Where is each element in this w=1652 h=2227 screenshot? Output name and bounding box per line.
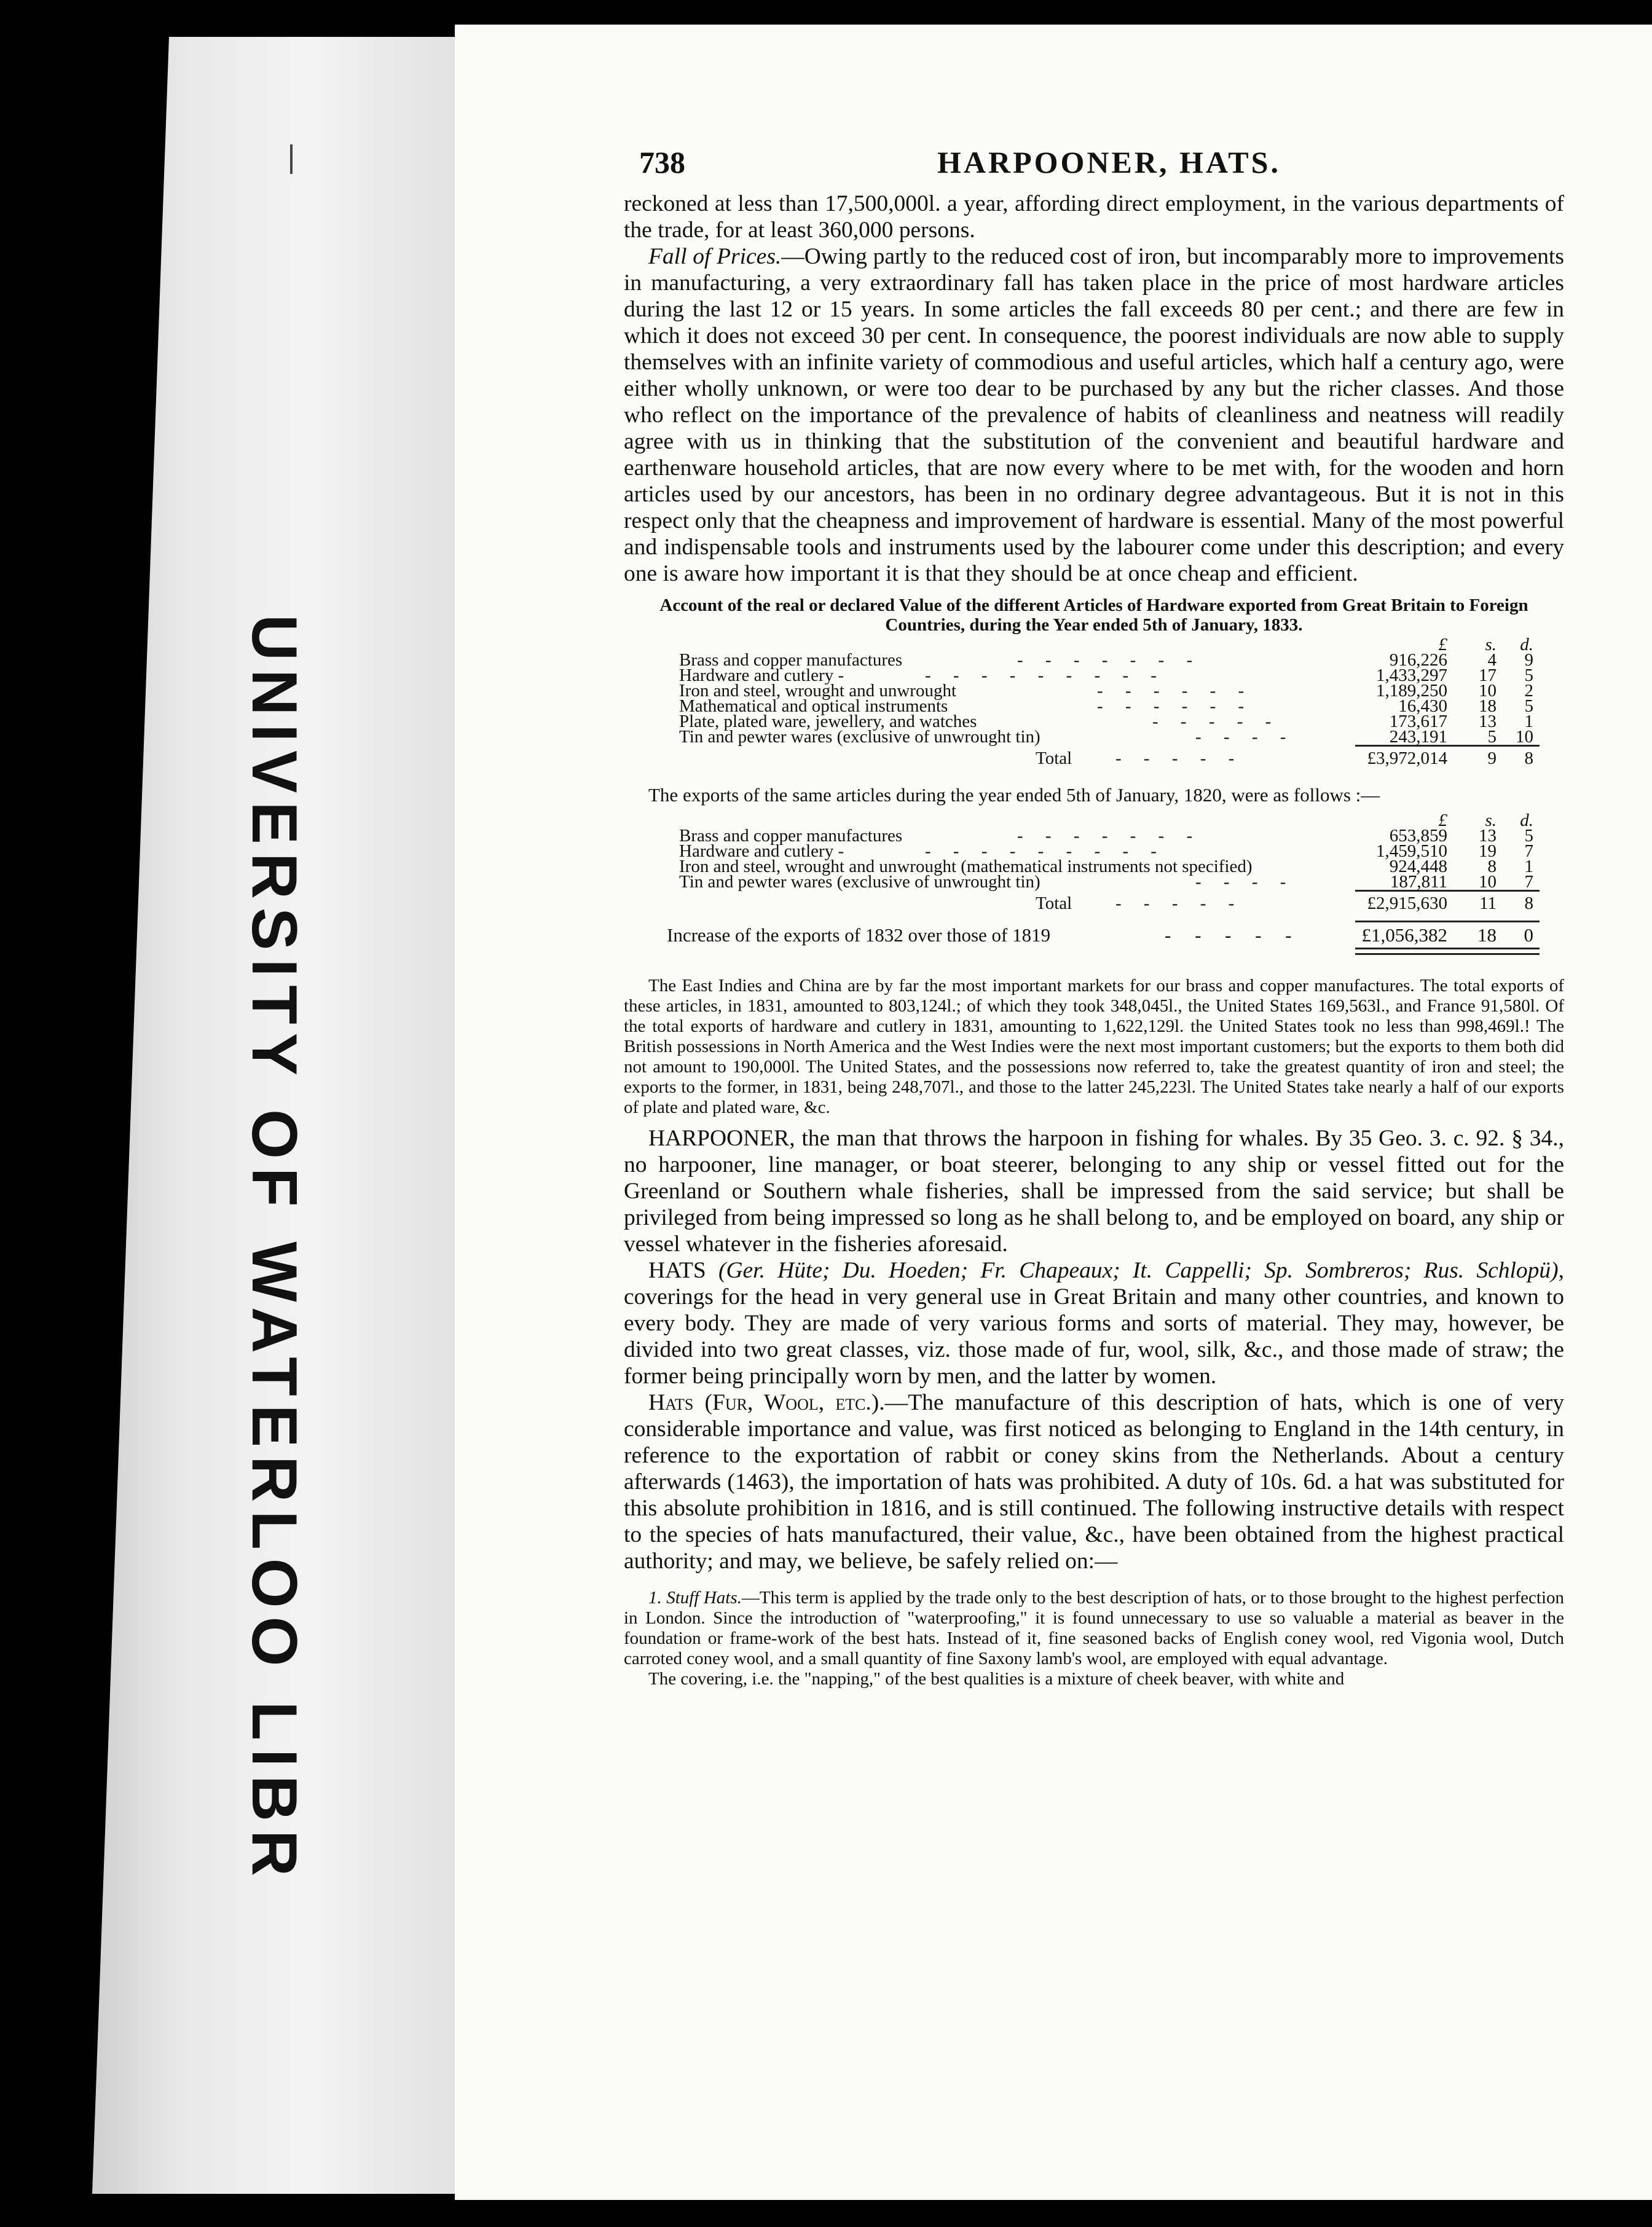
total-rule <box>1355 890 1540 892</box>
table-row <box>667 826 1558 846</box>
increase-shillings: 18 <box>1477 924 1497 946</box>
row-amount: 173,617 <box>1389 712 1447 731</box>
table-row <box>667 841 1558 861</box>
leader-dots: - - - - - - <box>1097 681 1245 701</box>
table-row <box>667 712 1558 731</box>
row-amount: 1,433,297 <box>1376 666 1447 685</box>
row-shillings: 8 <box>1487 857 1497 876</box>
row-label: Plate, plated ware, jewellery, and watches <box>679 712 977 731</box>
row-label: Hardware and cutlery - <box>679 666 844 685</box>
page-body <box>624 190 1564 1689</box>
row-pence: 5 <box>1524 696 1533 716</box>
col-shillings: s. <box>1485 635 1497 654</box>
col-pence: d. <box>1520 635 1533 654</box>
increase-rule <box>1355 921 1540 922</box>
total-pence: 8 <box>1524 748 1533 768</box>
increase-amount: £1,056,382 <box>1361 924 1447 946</box>
table-row <box>667 857 1558 876</box>
paragraph-hats-fur <box>624 1389 1564 1574</box>
running-title: HARPOONER, HATS. <box>937 145 1281 179</box>
table-row <box>667 650 1558 670</box>
row-amount: 16,430 <box>1398 696 1447 716</box>
leader-dots: - - - - - <box>1115 748 1235 768</box>
double-rule <box>1355 948 1540 955</box>
fall-heading: Fall of Prices. <box>648 244 782 269</box>
row-amount: 916,226 <box>1389 650 1447 670</box>
col-pounds: £ <box>1438 635 1447 654</box>
hats-text: , coverings for the head in very general use in Great Britain and many other countries, and known to every body. They are made of very various forms and sorts of material. They may, however, be divided into two great classes, viz. those made of fur, wool, silk, &c., and those made of straw; the former being principally worn by men, and the latter by women. <box>624 1258 1565 1389</box>
row-pence: 1 <box>1524 857 1533 876</box>
row-label: Brass and copper manufactures <box>679 650 903 670</box>
table-1820 <box>667 811 1558 949</box>
col-shillings: s. <box>1485 811 1497 830</box>
row-amount: 924,448 <box>1389 857 1447 876</box>
row-pence: 5 <box>1524 666 1533 685</box>
row-pence: 1 <box>1524 712 1533 731</box>
table2-header-row <box>667 811 1558 830</box>
row-label: Iron and steel, wrought and unwrought (mathematical instruments not specified) <box>679 857 1253 876</box>
total-label: Total <box>1036 894 1072 913</box>
row-shillings: 5 <box>1487 727 1497 747</box>
row-pence: 2 <box>1524 681 1533 701</box>
row-label: Tin and pewter wares (exclusive of unwrought tin) <box>679 872 1040 892</box>
row-amount: 1,459,510 <box>1376 841 1447 861</box>
row-label: Hardware and cutlery - <box>679 841 844 861</box>
row-amount: 653,859 <box>1389 826 1447 846</box>
total-rule <box>1355 745 1540 747</box>
table-row <box>667 666 1558 685</box>
running-header <box>639 144 1586 187</box>
table1-header-row <box>667 635 1558 654</box>
fall-text: —Owing partly to the reduced cost of iron, but incomparably more to improvements in manufacturing, a very extraordinary fall has taken place in the price of most hardware articles during the last 12 or 15 years. In some articles the fall exceeds 80 per cent.; and there are few in which it does not exceed 30 per cent. In consequence, the poorest individuals are now able to supply themselves with an infinite variety of commodious and useful articles, which half a century ago, were either wholly unknown, or were too dear to be purchased by any but the richer classes. And those who reflect on the importance of the prevalence of habits of cleanliness and neatness will readily agree with us in thinking that the substitution of the convenient and beautiful hardware and earthenware household articles, that are now every where to be met with, for the wooden and horn articles used by our ancestors, has been in no ordinary degree advantageous. But it is not in this respect only that the cheapness and improvement of hardware is essential. Many of the most powerful and indispensable tools and instruments used by the labourer come under this description; and every one is aware how important it is that they should be at once cheap and efficient. <box>624 244 1564 586</box>
col-pounds: £ <box>1438 811 1447 830</box>
increase-pence: 0 <box>1524 924 1533 946</box>
row-amount: 1,189,250 <box>1376 681 1447 701</box>
paragraph-hats <box>624 1257 1564 1389</box>
increase-label: Increase of the exports of 1832 over those of 1819 <box>667 924 1051 946</box>
table-row <box>667 696 1558 716</box>
row-label: Brass and copper manufactures <box>679 826 903 846</box>
harpooner-text: , the man that throws the harpoon in fishing for whales. By 35 Geo. 3. c. 92. § 34., no harpooner, line manager, or boat steerer, belonging to any ship or vessel fitted out for the Greenland or Southern whale fisheries, shall be impressed from the said service; but shall be privileged from being impressed so long as he shall belong to, and be employed on board, any ship or vessel whatever in the fisheries aforesaid. <box>624 1126 1564 1257</box>
stuff-text: —This term is applied by the trade only to the best description of hats, or to those brought to the highest perfection in London. Since the introduction of "waterproofing," it is found unnecessary to use so valuable a material as beaver in the foundation or frame-work of the best hats. Instead of it, fine seasoned backs of English coney wool, red Vigonia wool, Dutch carroted coney wool, and a small quantity of fine Saxony lamb's wool, are employed with equal advantage. <box>624 1588 1565 1668</box>
total-pence: 8 <box>1524 894 1533 913</box>
harpooner-term: HARPOONER <box>648 1126 790 1151</box>
total-shillings: 9 <box>1487 748 1497 768</box>
total-amount: £3,972,014 <box>1367 748 1447 768</box>
row-pence: 7 <box>1524 841 1533 861</box>
leader-dots: - - - - - - <box>1097 696 1245 716</box>
spine-library-stamp: UNIVERSITY OF WATERLOO LIBR <box>238 615 310 1885</box>
table-row <box>667 872 1558 892</box>
table1-caption: Account of the real or declared Value of the different Articles of Hardware exported from Great Britain to Foreign Countries, during the Year ended 5th of January, 1833. <box>659 595 1528 635</box>
leader-dots: - - - - - - - <box>1017 650 1193 670</box>
total-amount: £2,915,630 <box>1367 894 1447 913</box>
row-shillings: 17 <box>1479 666 1497 685</box>
row-shillings: 13 <box>1479 712 1497 731</box>
leader-dots: - - - - - - - - - <box>925 666 1157 685</box>
leader-dots: - - - - - - - <box>1017 826 1193 846</box>
hats-fur-text: —The manufacture of this description of hats, which is one of very considerable importance and value, was first noticed as belonging to England in the 14th century, in reference to the exportation of rabbit or coney skins from the Netherlands. About a century afterwards (1463), the importation of hats was prohibited. A duty of 10s. 6d. a hat was substituted for this absolute prohibition in 1816, and is still continued. The following instructive details with respect to the species of hats manufactured, their value, &c., have been obtained from the highest practical authority; and may, we believe, be safely relied on:— <box>624 1390 1564 1574</box>
total-label: Total <box>1036 748 1072 768</box>
row-shillings: 10 <box>1479 681 1497 701</box>
leader-dots: - - - - <box>1195 727 1286 747</box>
table2-total-row <box>667 887 1558 918</box>
paragraph-east-indies: The East Indies and China are by far the most important markets for our brass and copper manufactures. The total exports of these articles, in 1831, amounted to 803,124l.; of which they took 348,045l., the United States 169,563l., and France 91,580l. Of the total exports of hardware and cutlery in 1831, amounting to 1,622,129l. the United States took no less than 998,469l.! The British possessions in North America and the West Indies were the next most important customers; but the exports to them both did not amount to 190,000l. The United States, and the possessions now referred to, take the greatest quantity of iron and steel; the exports to the former, in 1831, being 248,707l., and those to the latter 245,223l. The United States take nearly a half of our exports of plate and plated ware, &c. <box>624 976 1564 1117</box>
paragraph-harpooner <box>624 1125 1564 1257</box>
table1-total-row <box>667 742 1558 773</box>
increase-row <box>667 918 1558 949</box>
page-number: 738 <box>639 145 685 179</box>
row-pence: 10 <box>1516 727 1533 747</box>
leader-dots: - - - - - <box>1152 712 1272 731</box>
table2-intro: The exports of the same articles during the year ended 5th of January, 1820, were as follows :— <box>648 784 1380 806</box>
row-shillings: 10 <box>1479 872 1497 892</box>
row-label: Iron and steel, wrought and unwrought <box>679 681 957 701</box>
row-shillings: 19 <box>1479 841 1497 861</box>
table-1833 <box>667 635 1558 773</box>
col-pence: d. <box>1520 811 1533 830</box>
table-row <box>667 727 1558 747</box>
leader-dots: - - - - - - - - - <box>925 841 1157 861</box>
row-amount: 243,191 <box>1389 727 1447 747</box>
paragraph-fall-of-prices <box>624 243 1564 587</box>
leader-dots: - - - - <box>1195 872 1286 892</box>
hats-term: HATS <box>648 1258 706 1283</box>
row-shillings: 18 <box>1479 696 1497 716</box>
table-row <box>667 681 1558 701</box>
row-pence: 5 <box>1524 826 1533 846</box>
row-amount: 187,811 <box>1390 872 1447 892</box>
hats-names: (Ger. Hüte; Du. Hoeden; Fr. Chapeaux; It. Cappelli; Sp. Sombreros; Rus. Schlopü) <box>718 1258 1559 1283</box>
paragraph-covering: The covering, i.e. the "napping," of the best qualities is a mixture of cheek beaver, with white and <box>648 1669 1345 1689</box>
spine-mark <box>290 144 293 174</box>
total-shillings: 11 <box>1479 894 1497 913</box>
row-shillings: 13 <box>1479 826 1497 846</box>
row-shillings: 4 <box>1487 650 1497 670</box>
paragraph-stuff-hats <box>624 1588 1564 1669</box>
hats-fur-heading: Hats (Fur, Wool, etc.). <box>648 1390 885 1415</box>
paragraph-intro: reckoned at less than 17,500,000l. a year, affording direct employment, in the various departments of the trade, for at least 360,000 persons. <box>624 191 1564 243</box>
leader-dots: - - - - - <box>1165 924 1292 946</box>
leader-dots: - - - - - <box>1115 894 1235 913</box>
row-label: Mathematical and optical instruments <box>679 696 948 716</box>
stuff-heading: 1. Stuff Hats. <box>648 1588 742 1608</box>
row-label: Tin and pewter wares (exclusive of unwrought tin) <box>679 727 1040 747</box>
row-pence: 7 <box>1524 872 1533 892</box>
row-pence: 9 <box>1524 650 1533 670</box>
